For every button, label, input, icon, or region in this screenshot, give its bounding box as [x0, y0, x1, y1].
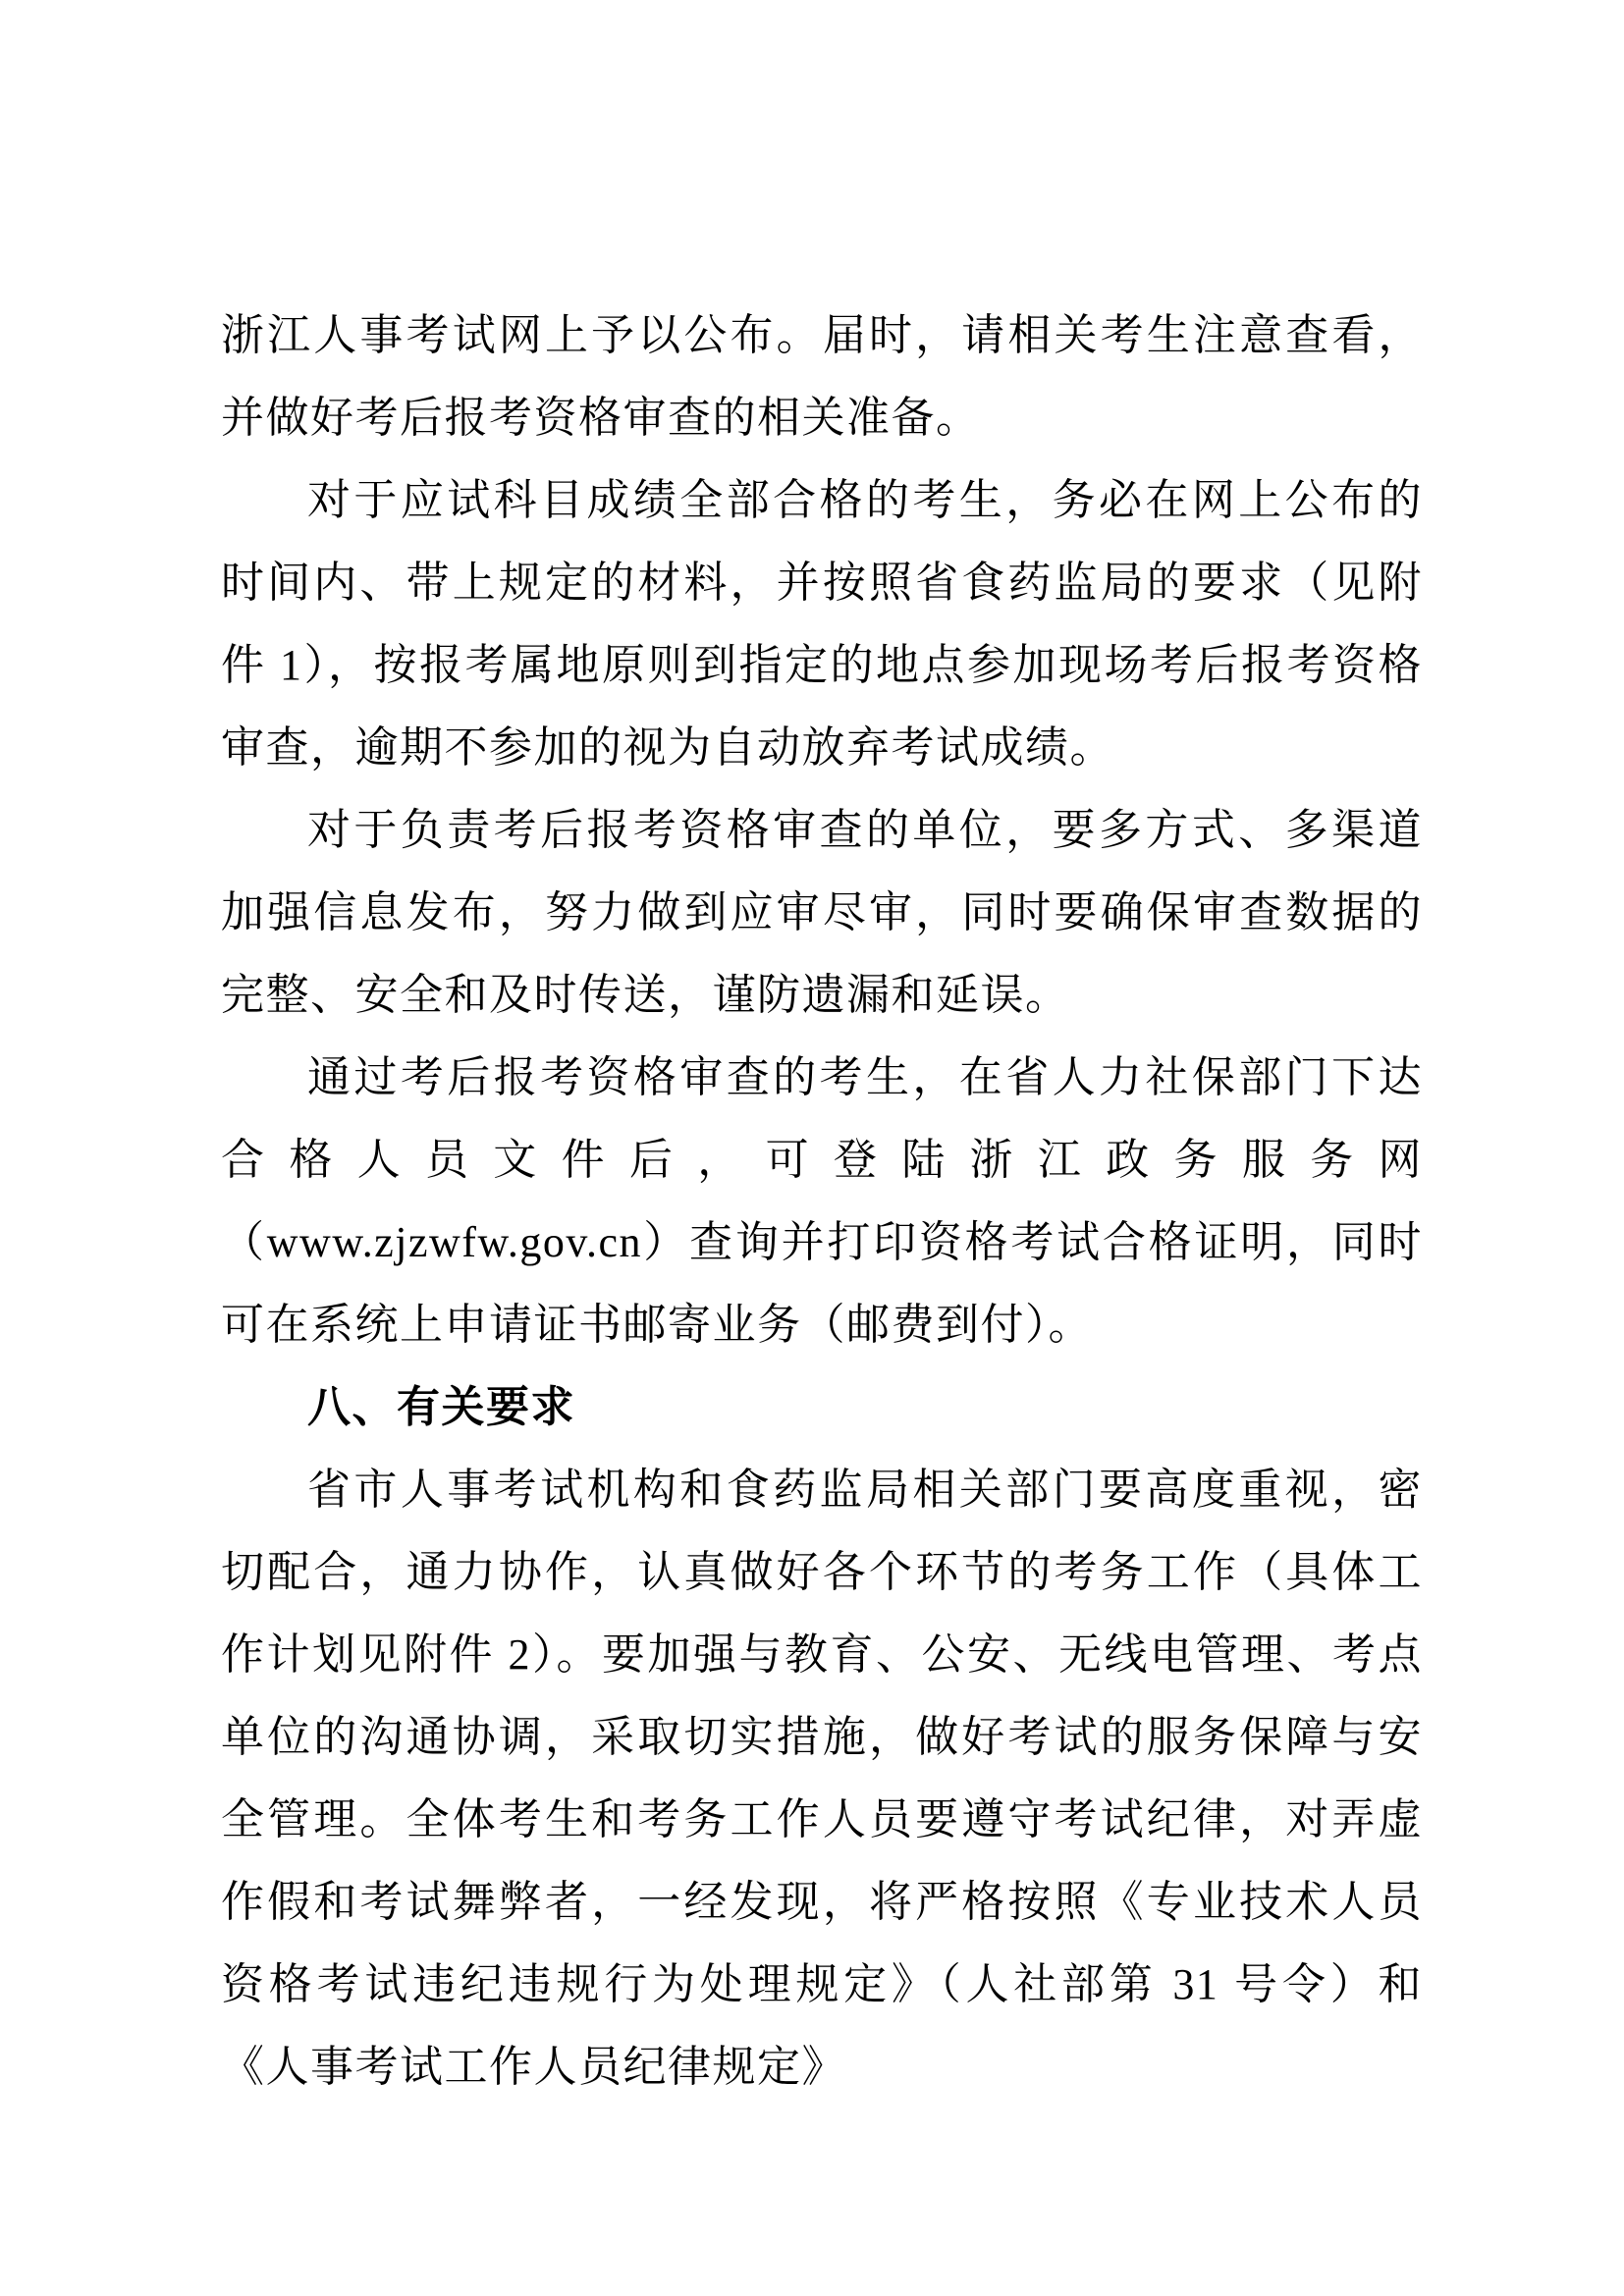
paragraph: 对于应试科目成绩全部合格的考生，务必在网上公布的时间内、带上规定的材料，并按照省食药监局的要求（见附件 1），按报考属地原则到指定的地点参加现场考后报考资格审查，逾期不参加的视为自动放弃考试成绩。 [221, 476, 1423, 772]
paragraph: 对于负责考后报考资格审查的单位，要多方式、多渠道加强信息发布，努力做到应审尽审，同时要确保审查数据的完整、安全和及时传送，谨防遗漏和延误。 [221, 806, 1423, 1019]
paragraph: 浙江人事考试网上予以公布。届时，请相关考生注意查看，并做好考后报考资格审查的相关准备。 [221, 311, 1423, 442]
document-body [221, 294, 1423, 2109]
paragraph: 省市人事考试机构和食药监局相关部门要高度重视，密切配合，通力协作，认真做好各个环节的考务工作（具体工作计划见附件 2）。要加强与教育、公安、无线电管理、考点单位的沟通协调，采取切实措施，做好考试的服务保障与安全管理。全体考生和考务工作人员要遵守考试纪律，对弄虚作假和考试舞弊者，一经发现，将严格按照《专业技术人员资格考试违纪违规行为处理规定》（人社部第 31 号令）和《人事考试工作人员纪律规定》 [221, 1466, 1423, 2091]
paragraph: 通过考后报考资格审查的考生，在省人力社保部门下达合格人员文件后，可登陆浙江政务服务网（www.zjzwfw.gov.cn）查询并打印资格考试合格证明，同时可在系统上申请证书邮寄业务（邮费到付）。 [221, 1053, 1423, 1349]
section-heading: 八、有关要求 [307, 1383, 575, 1431]
